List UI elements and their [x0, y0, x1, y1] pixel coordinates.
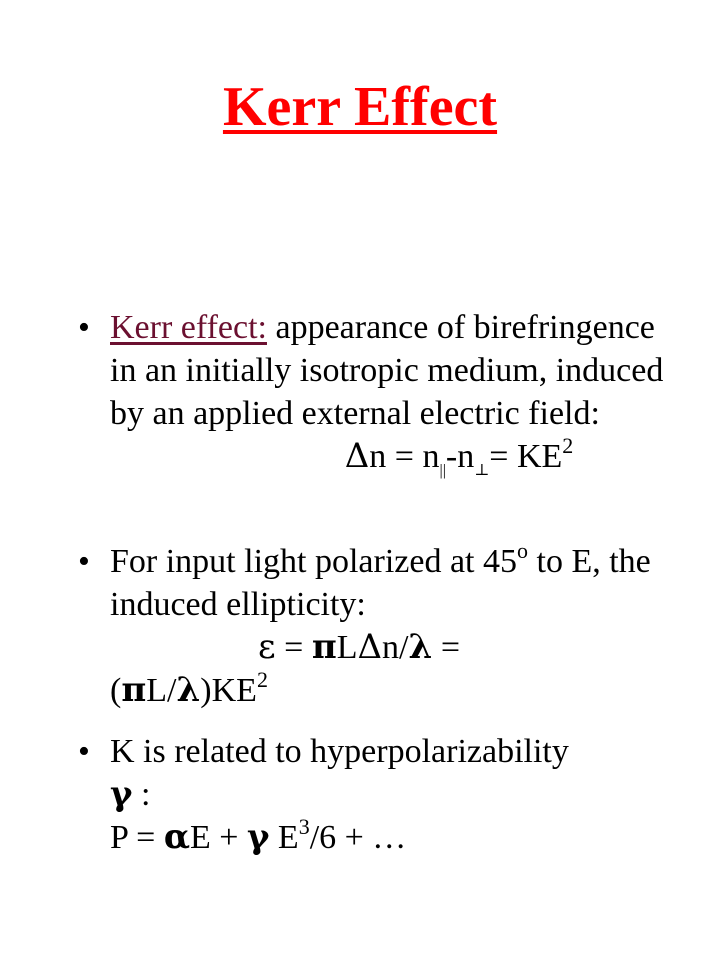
- gamma-symbol: γ: [110, 774, 133, 814]
- pi-symbol: π: [121, 670, 147, 710]
- bullet-text-part: K is related to hyperpolarizability: [110, 733, 569, 770]
- definition-text: appearance of birefringence in an initially isotropic medium, induced by an applied external electric field:: [110, 309, 664, 432]
- lambda-symbol: λ: [176, 670, 201, 710]
- delta-symbol: Δ: [344, 436, 370, 476]
- eq-text: :: [132, 776, 151, 813]
- bullet-text: [110, 540, 688, 712]
- bullet-marker: •: [78, 543, 90, 580]
- eq-text: E +: [190, 819, 247, 856]
- epsilon-symbol: ε: [258, 627, 276, 667]
- eq-text: (: [110, 672, 122, 709]
- slide-title: [0, 72, 720, 142]
- bullet-marker: •: [78, 733, 90, 770]
- gamma-line: [110, 773, 688, 816]
- pi-symbol: π: [311, 627, 337, 667]
- equation-ellipticity-cont: [110, 669, 688, 712]
- subscript-parallel: ||: [439, 462, 446, 479]
- eq-text: E: [269, 819, 299, 856]
- alpha-symbol: α: [163, 817, 190, 857]
- lambda-symbol: λ: [408, 627, 433, 667]
- eq-text: L: [336, 629, 358, 666]
- eq-text: n = n: [369, 438, 440, 475]
- superscript: 2: [562, 433, 574, 458]
- gamma-symbol: γ: [246, 817, 270, 857]
- eq-text: P =: [110, 819, 164, 856]
- eq-text: L/: [146, 672, 177, 709]
- eq-text: /6 + …: [309, 819, 407, 856]
- equation-ellipticity: [258, 626, 688, 669]
- bullet-ellipticity: [78, 540, 688, 712]
- bullet-marker: •: [78, 309, 90, 346]
- delta-symbol: Δ: [357, 627, 383, 667]
- eq-text: )KE: [200, 672, 257, 709]
- slide-title-text: Kerr Effect: [222, 76, 498, 138]
- bullet-kerr-definition: [78, 306, 688, 478]
- degree-superscript: o: [517, 538, 528, 563]
- bullet-text-part: to E, the induced ellipticity:: [110, 543, 651, 623]
- bullet-hyperpolarizability: [78, 730, 688, 859]
- eq-text: =: [275, 629, 312, 666]
- equation-polarization: [110, 816, 688, 859]
- eq-text: =: [432, 629, 461, 666]
- eq-text: = KE: [489, 438, 563, 475]
- superscript: 2: [256, 667, 268, 692]
- superscript: 3: [298, 814, 310, 839]
- equation-delta-n: [230, 435, 688, 478]
- eq-text: n/: [382, 629, 409, 666]
- bullet-text: [110, 306, 688, 478]
- bullet-text-part: For input light polarized at 45: [110, 543, 517, 580]
- term-kerr-effect: Kerr effect:: [110, 309, 267, 346]
- subscript-perp: ⊥: [474, 460, 490, 479]
- eq-text: -n: [445, 438, 475, 475]
- bullet-text: [110, 730, 688, 859]
